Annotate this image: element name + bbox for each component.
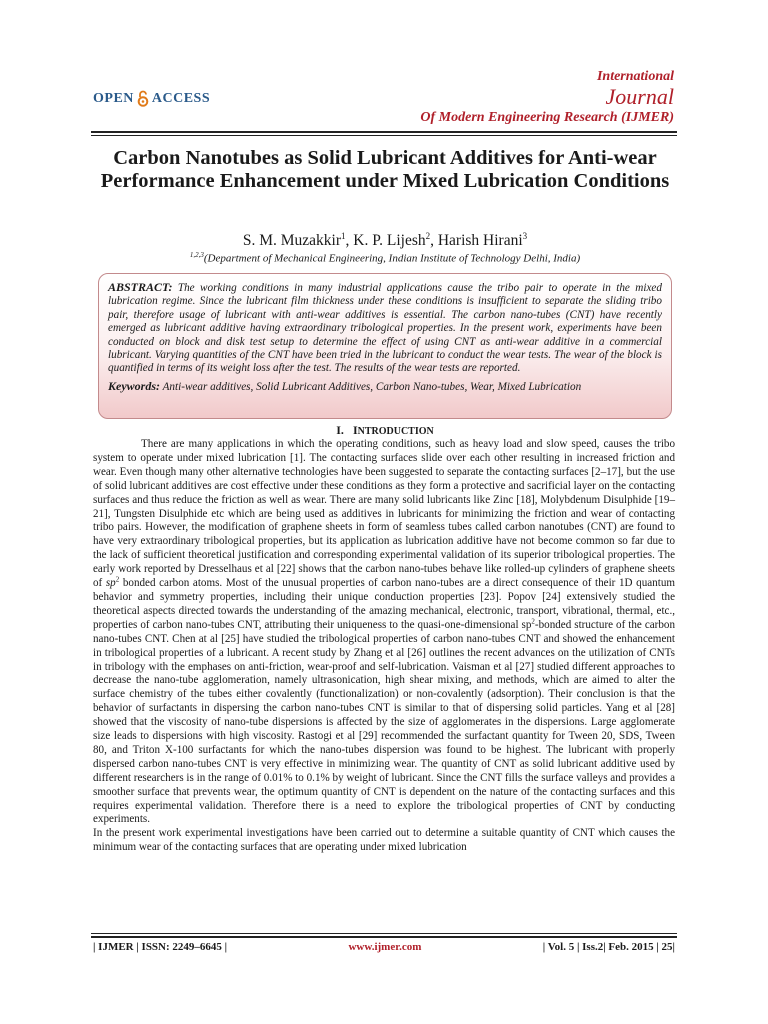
affiliation-text: (Department of Mechanical Engineering, Indian Institute of Technology Delhi, India) <box>203 252 581 265</box>
keywords-text: Anti-wear additives, Solid Lubricant Additives, Carbon Nano-tubes, Wear, Mixed Lubrication <box>160 380 582 393</box>
access-label: ACCESS <box>151 90 211 106</box>
open-access-logo <box>93 90 210 107</box>
author-name: K. P. Lijesh <box>353 232 426 250</box>
paper-title: Carbon Nanotubes as Solid Lubricant Additives for Anti-wear Performance Enhancement under Mixed Lubrication Conditions <box>100 147 670 192</box>
open-access-lock-icon <box>137 90 149 107</box>
paragraph: There are many applications in which the operating conditions, such as heavy load and slow speed, causes the tribo system to operate under mixed lubrication [1]. The contacting surfaces slide over each other resulting in increased friction and wear. Even though many other alternative technologies have been suggested to separate the contacting surfaces [2–17], but the use of solid lubricant additives are cost effective under these conditions as they form a protective and sacrificial layer on the contacting surfaces and thus reduce the friction as well as wear. There are many solid lubricants like Zinc [18], Molybdenum Disulphide [19–21], Tungsten Disulphide etc which are being used as additives in lubricants for minimizing the friction and wear of contacting tribo pairs. However, the modification of graphene sheets in form of seamless tubes called carbon nanotubes (CNT) are found to have very extraordinary tribological properties, but its application as lubrication additive have not become common so far due to the lack of sufficient theoretical justification and corresponding experimental validation of its superior tribological properties. The early work reported by Dresselhaus et al [22] shows that the carbon nano-tubes behave like rolled-up cylinders of graphene sheets of $sp^2$ bonded carbon atoms. Most of the unusual properties of carbon nano-tubes are a direct consequence of their 1D quantum behavior and symmetry properties, including their unique conduction properties [23]. Popov [24] extensively studied the theoretical aspects directed towards the understanding of the amazing mechanical, electronic, transport, vibrational, thermal, etc., properties of carbon nano-tubes CNT, attributing their uniqueness to the quasi-one-dimensional $sp^2$-bonded structure of the carbon nano-tubes CNT. Chen at al [25] have studied the tribological properties of carbon nano-tubes CNT and showed the enhancement in tribological properties of a lubricant. A recent study by Zhang et al [26] outlines the recent advances on the utilization of CNTs in tribology with the emphases on anti-friction, wear-proof and self-lubrication. Vaisman et al [27] studied different approaches to decrease the nano-tube agglomeration, namely ultrasonication, high shear mixing, and methods, which are aimed to alter the surface chemistry of the tubes either covalently (functionalization) or non-covalently (adsorption). Their conclusion is that the behavior of surfactants in dispersing the carbon nano-tubes CNT is similar to that of dispersing solid particles. Yang et al [28] showed that the viscosity of nano-tube dispersions is affected by the size of agglomerates in the dispersions. Large agglomerate size leads to dispersions with high viscosity. Rastogi et al [29] recommended the surfactant quantity for Tween 20, SDS, Tween 80, and Triton X-100 surfactants for which the nano-tubes dispersion was found to be highest. The lubricant with properly dispersed carbon nano-tubes CNT is very effective in minimizing wear. The quantity of CNT as solid lubricant additive used by different researchers is in the range of 0.01% to 0.1% by weight of lubricant. Since the CNT fills the surface valleys and provides a smoother surface that prevents wear, the optimum quantity of CNT is dependent on the nature of the contacting surfaces and this requires experimental validation. Therefore there is a need to explore the tribological properties of CNT by conducting experiments. <box>93 438 676 826</box>
author-sup: 2 <box>425 231 431 241</box>
footer-rule <box>91 933 677 938</box>
section-heading-introduction <box>95 423 675 438</box>
affiliation <box>95 251 675 265</box>
journal-line-international: International <box>596 69 674 84</box>
journal-masthead <box>420 68 674 127</box>
journal-line-journal: Journal <box>605 84 674 109</box>
section-number: I. <box>336 423 344 437</box>
page-footer <box>93 941 675 953</box>
abstract <box>108 281 662 376</box>
footer-website-link[interactable]: www.ijmer.com <box>348 941 422 953</box>
footer-issn: | IJMER | ISSN: 2249–6645 | <box>93 941 228 953</box>
author-name: Harish Hirani <box>437 232 523 250</box>
abstract-text: The working conditions in many industrial applications cause the tribo pair to operate in the mixed lubrication regime. Since the lubricant film thickness under these conditions is insufficient to separate the sliding tribo pair, therefore usage of lubricant with anti-wear additives is essential. The carbon nano-tubes (CNT) have recently emerged as lubricant additive having extraordinary tribological properties. In the present work, experiments have been conducted on block and disk test setup to determine the effect of using CNT as anti-wear additive in a commercial lubricant. Varying quantities of the CNT have been tried in the lubricant to conduct the wear tests. The wear of the block is quantified in terms of its weight loss after the test. The results of the wear tests are reported. <box>108 282 662 375</box>
keywords-label: Keywords: <box>108 378 160 393</box>
author-name: S. M. Muzakkir <box>242 232 342 250</box>
author-sup: 3 <box>522 231 528 241</box>
footer-volume: | Vol. 5 | Iss.2| Feb. 2015 | 25| <box>542 941 675 953</box>
affiliation-sup: 1,2,3 <box>189 251 204 259</box>
section-title-initial: I <box>352 423 358 437</box>
journal-line-name: Of Modern Engineering Research (IJMER) <box>420 110 674 125</box>
author-sup: 1 <box>341 231 346 241</box>
abstract-label: ABSTRACT: <box>108 280 173 294</box>
paragraph: In the present work experimental investigations have been carried out to determine a suitable quantity of CNT which causes the minimum wear of the contacting surfaces that are operating under mixed lubrication <box>93 827 675 854</box>
author-list: S. M. Muzakkir$^1$, K. P. Lijesh$^2$, Harish Hirani$^3$ <box>242 231 528 250</box>
abstract-box <box>98 273 672 419</box>
header-rule <box>91 131 677 136</box>
keywords <box>108 380 662 394</box>
section-title-rest: NTRODUCTION <box>357 426 434 437</box>
body-text <box>93 438 675 855</box>
open-label: OPEN <box>93 90 134 106</box>
